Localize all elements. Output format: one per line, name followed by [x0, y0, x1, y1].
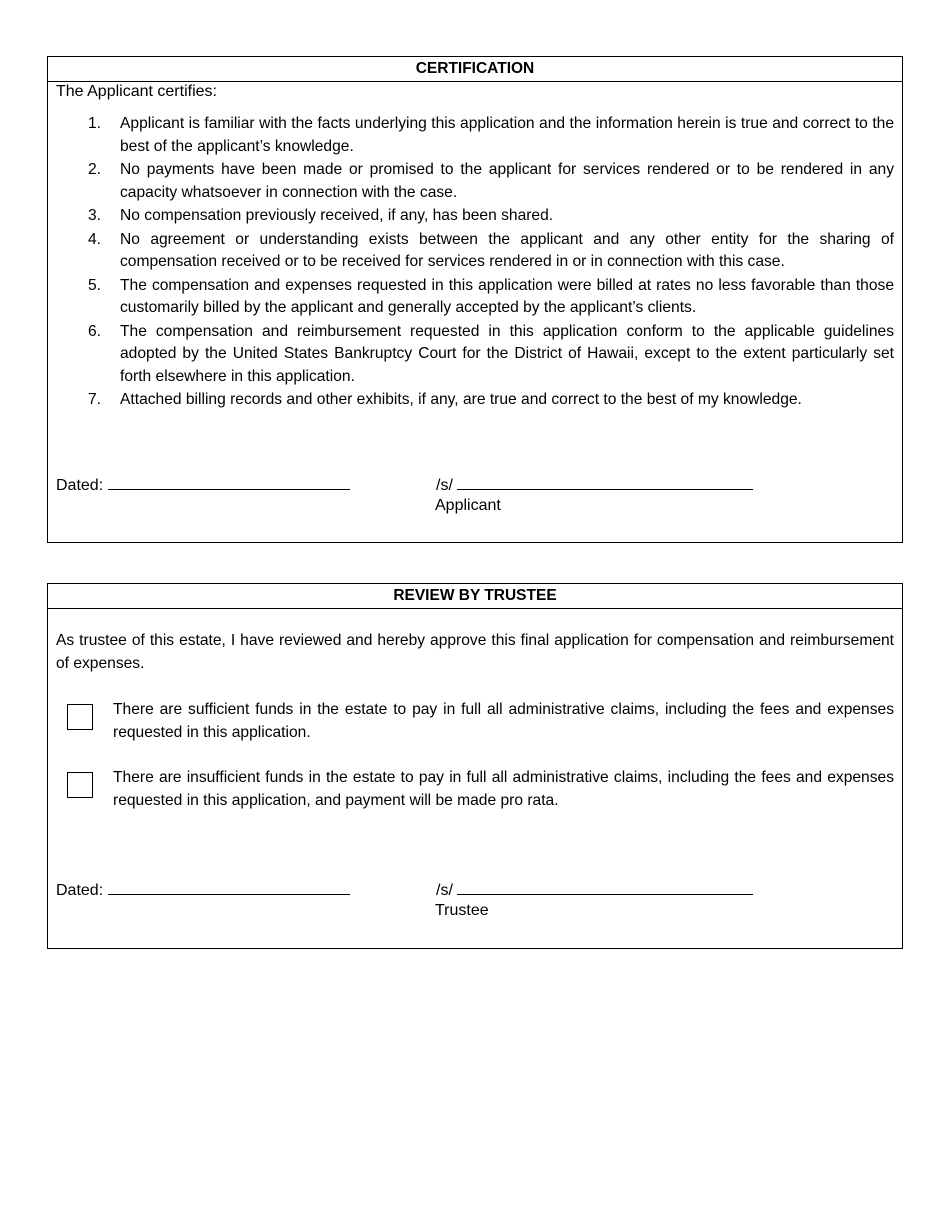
- item-number: 3.: [88, 207, 102, 224]
- certification-intro: The Applicant certifies:: [56, 83, 217, 100]
- trustee-date-line[interactable]: [108, 880, 350, 895]
- applicant-role-label: Applicant: [435, 497, 501, 514]
- item-text: The compensation and reimbursement requested in this application conform to the applicable guidelines adopted by the United States Bankruptcy Court for the District of Hawaii, except to the extent particularly set forth elsewhere in this application.: [120, 322, 894, 385]
- list-item: [48, 159, 894, 204]
- item-number: 2.: [88, 161, 102, 178]
- trustee-signature: [436, 880, 753, 900]
- applicant-date-line[interactable]: [108, 475, 350, 490]
- trustee-review-title: REVIEW BY TRUSTEE: [48, 584, 902, 609]
- applicant-dated: [56, 475, 350, 495]
- applicant-signature-line[interactable]: [457, 475, 753, 490]
- trustee-statement: As trustee of this estate, I have reviewed and hereby approve this final application for compensation and reimbursement of expenses.: [56, 632, 894, 672]
- certification-list: [48, 113, 894, 413]
- item-text: No agreement or understanding exists between the applicant and any other entity for the sharing of compensation received or to be received for services rendered in or in connection with this case.: [120, 230, 894, 270]
- signature-prefix: /s/: [436, 477, 453, 494]
- dated-label: Dated:: [56, 477, 104, 494]
- applicant-signature: [436, 475, 753, 495]
- trustee-role-label: Trustee: [435, 902, 489, 919]
- item-text: Applicant is familiar with the facts underlying this application and the information herein is true and correct to the best of the applicant’s knowledge.: [120, 115, 894, 155]
- sufficient-funds-checkbox[interactable]: [67, 704, 93, 730]
- item-number: 1.: [88, 115, 102, 132]
- list-item: [48, 113, 894, 158]
- certification-title: CERTIFICATION: [48, 57, 902, 82]
- trustee-signature-row: [56, 880, 896, 926]
- trustee-review-section: [47, 583, 903, 949]
- item-number: 5.: [88, 276, 102, 294]
- list-item: [48, 229, 894, 274]
- certification-section: [47, 56, 903, 543]
- item-number: 4.: [88, 230, 102, 248]
- insufficient-funds-checkbox[interactable]: [67, 772, 93, 798]
- trustee-dated: [56, 880, 350, 900]
- item-text: The compensation and expenses requested in this application were billed at rates no less favorable than those customarily billed by the applicant and generally accepted by the applicant’s clients.: [120, 276, 894, 316]
- item-text: Attached billing records and other exhibits, if any, are true and correct to the best of my knowledge.: [120, 391, 802, 408]
- item-text: No compensation previously received, if any, has been shared.: [120, 207, 554, 224]
- applicant-signature-row: [56, 475, 896, 521]
- item-text: No payments have been made or promised to the applicant for services rendered or to be rendered in any capacity whatsoever in connection with the case.: [120, 161, 894, 201]
- insufficient-funds-text: There are insufficient funds in the estate to pay in full all administrative claims, including the fees and expenses requested in this application, and payment will be made pro rata.: [113, 769, 894, 809]
- trustee-signature-line[interactable]: [457, 880, 753, 895]
- list-item: [48, 205, 894, 228]
- list-item: [48, 389, 894, 412]
- dated-label: Dated:: [56, 882, 104, 899]
- item-number: 6.: [88, 322, 102, 340]
- list-item: [48, 275, 894, 320]
- item-number: 7.: [88, 391, 102, 408]
- signature-prefix: /s/: [436, 882, 453, 899]
- sufficient-funds-text: There are sufficient funds in the estate to pay in full all administrative claims, including the fees and expenses requested in this application.: [113, 701, 894, 741]
- list-item: [48, 321, 894, 389]
